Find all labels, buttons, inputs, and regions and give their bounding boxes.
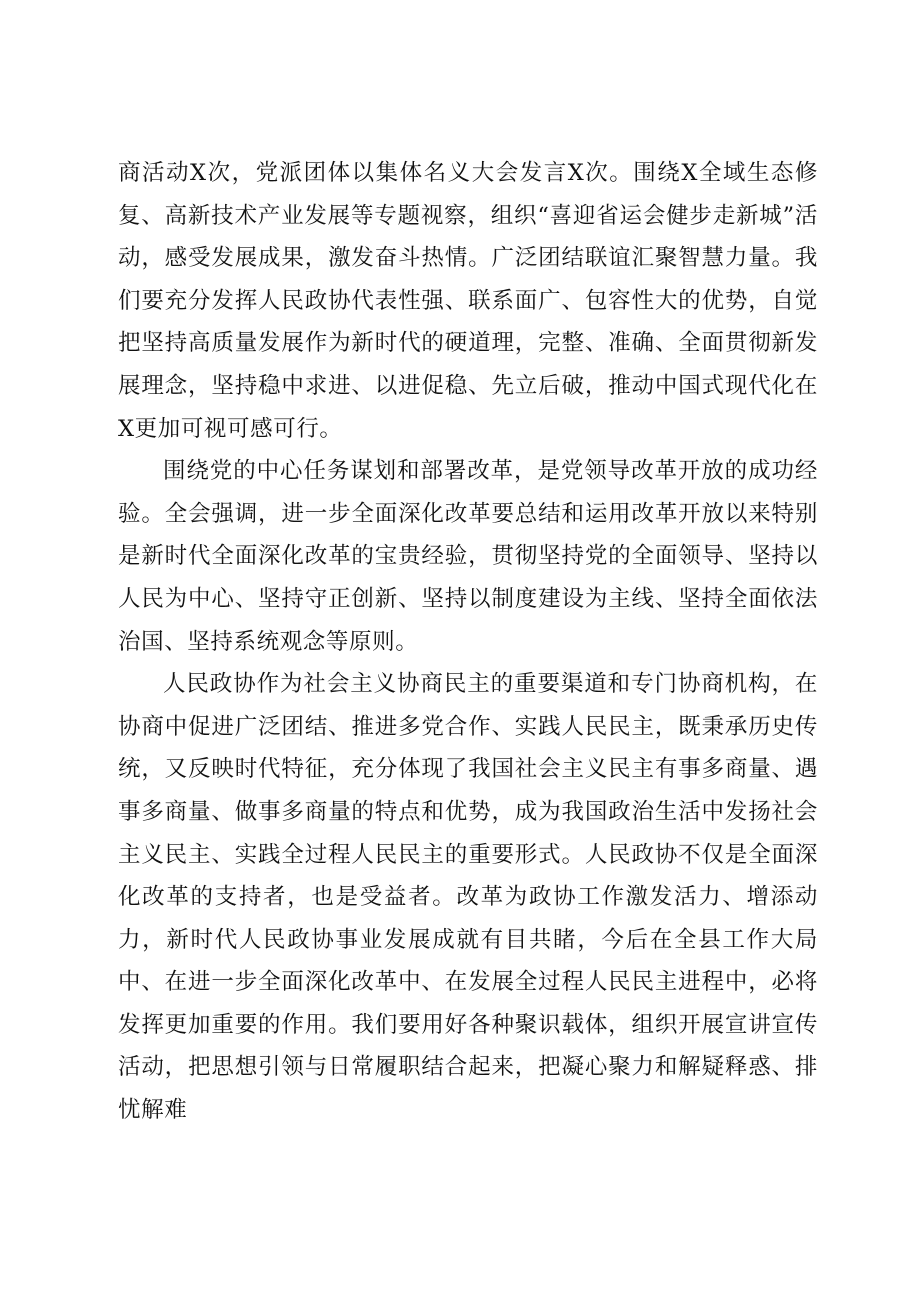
- paragraph-1: 商活动X次，党派团体以集体名义大会发言X次。围绕X全域生态修复、高新技术产业发展等专题视察，组织“喜迎省运会健步走新城”活动，感受发展成果，激发奋斗热情。广泛团结联谊汇聚智慧力量。我们要充分发挥人民政协代表性强、联系面广、包容性大的优势，自觉把坚持高质量发展作为新时代的硬道理，完整、准确、全面贯彻新发展理念，坚持稳中求进、以进促稳、先立后破，推动中国式现代化在X更加可视可感可行。: [118, 160, 818, 442]
- paragraph-3: 人民政协作为社会主义协商民主的重要渠道和专门协商机构，在协商中促进广泛团结、推进多党合作、实践人民民主，既秉承历史传统，又反映时代特征，充分体现了我国社会主义民主有事多商量、遇事多商量、做事多商量的特点和优势，成为我国政治生活中发扬社会主义民主、实践全过程人民民主的重要形式。人民政协不仅是全面深化改革的支持者，也是受益者。改革为政协工作激发活力、增添动力，新时代人民政协事业发展成就有目共睹，今后在全县工作大局中、在进一步全面深化改革中、在发展全过程人民民主进程中，必将发挥更加重要的作用。我们要用好各种聚识载体，组织开展宣讲宣传活动，把思想引领与日常履职结合起来，把凝心聚力和解疑释惑、排忧解难: [118, 671, 818, 1124]
- document-body: [118, 152, 818, 1132]
- paragraph-2: 围绕党的中心任务谋划和部署改革，是党领导改革开放的成功经验。全会强调，进一步全面深化改革要总结和运用改革开放以来特别是新时代全面深化改革的宝贵经验，贯彻坚持党的全面领导、坚持以人民为中心、坚持守正创新、坚持以制度建设为主线、坚持全面依法治国、坚持系统观念等原则。: [118, 458, 818, 655]
